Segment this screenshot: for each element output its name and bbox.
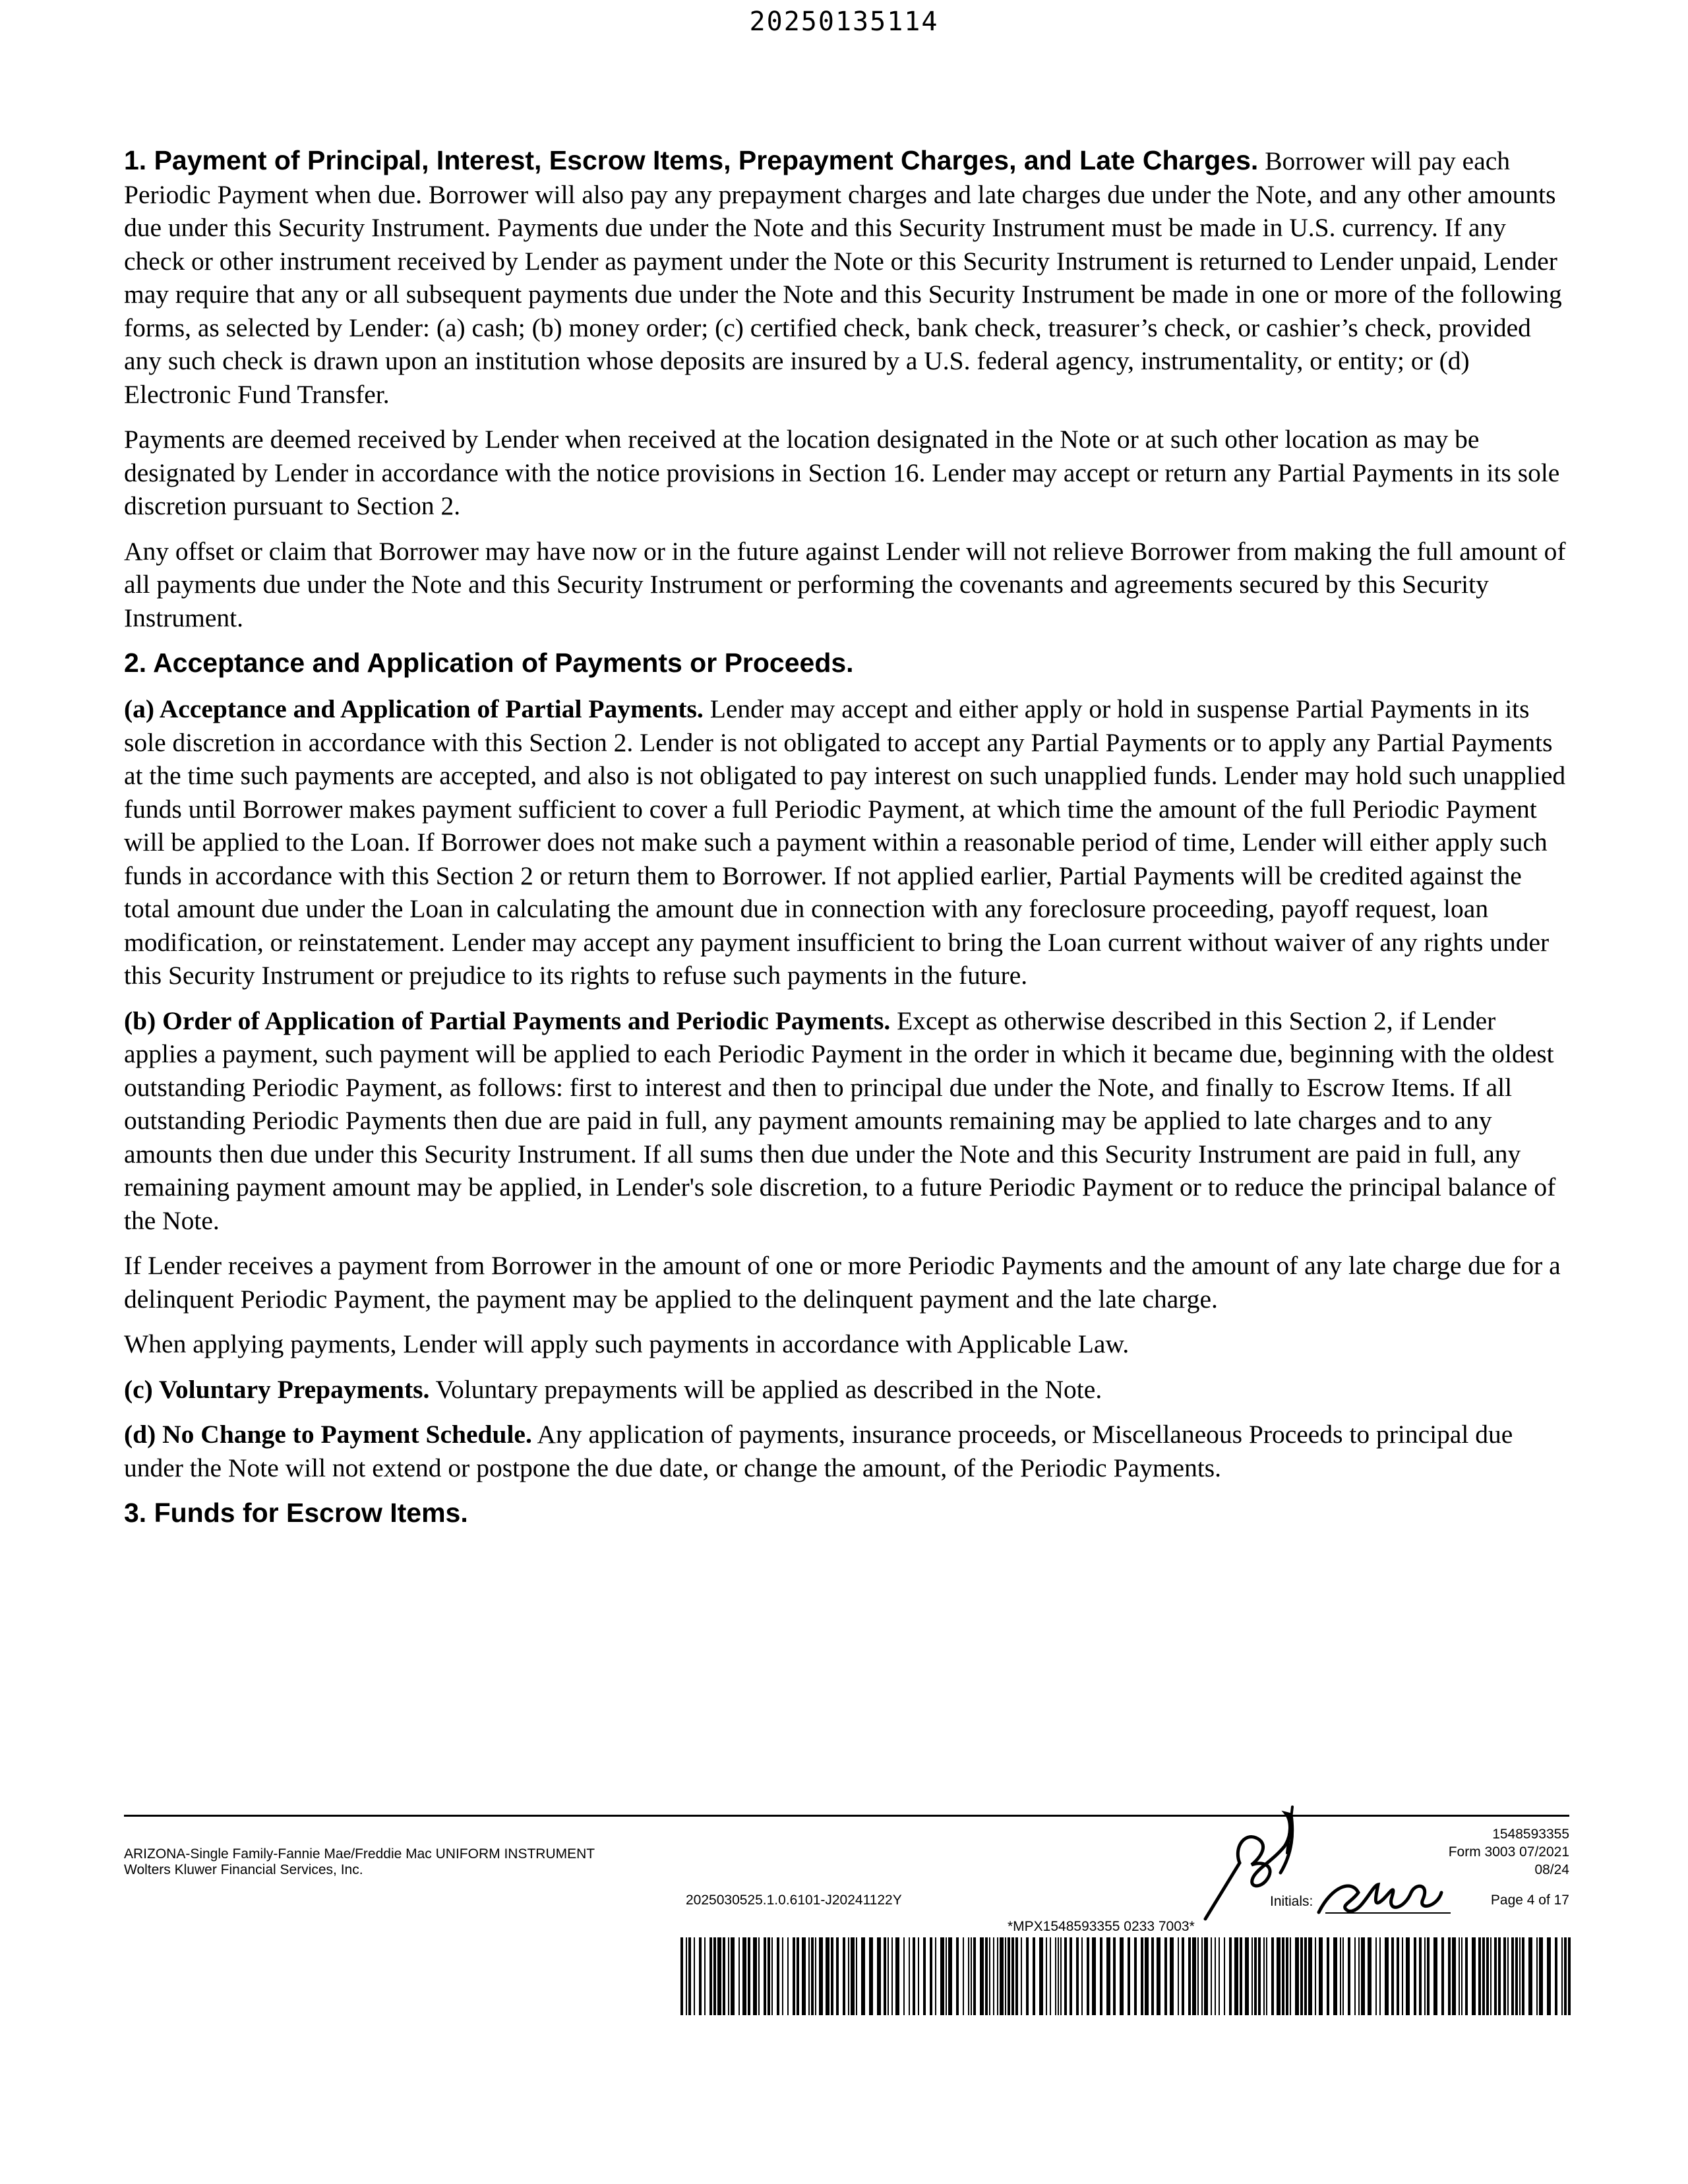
barcode-bar [782, 1937, 783, 2015]
barcode-bar [1327, 1937, 1329, 2015]
barcode-bar [753, 1937, 757, 2015]
section-2b-paragraph [124, 1004, 1568, 1238]
barcode-bar [884, 1937, 886, 2015]
barcode-bar [1555, 1937, 1557, 2015]
barcode-bar [1536, 1937, 1538, 2015]
barcode-bar [1441, 1937, 1444, 2015]
barcode-bar [764, 1937, 766, 2015]
section-1-paragraph-1 [124, 144, 1568, 411]
barcode-bar [1055, 1937, 1056, 2015]
barcode-bar [1333, 1937, 1337, 2015]
barcode-bar [797, 1937, 799, 2015]
barcode-bar [1406, 1937, 1410, 2015]
barcode-bar [1145, 1937, 1149, 2015]
barcode-bar [1539, 1937, 1543, 2015]
barcode-bar [993, 1937, 994, 2015]
barcode-bar [699, 1937, 702, 2015]
barcode-bar [1128, 1937, 1130, 2015]
barcode-bar [1240, 1937, 1242, 2015]
barcode-bar [1465, 1937, 1468, 2015]
barcode-bar [815, 1937, 816, 2015]
barcode-bar [680, 1937, 683, 2015]
barcode-bar [742, 1937, 746, 2015]
barcode-bar [688, 1937, 691, 2015]
barcode-bar [1282, 1937, 1284, 2015]
handwritten-signature [1193, 1800, 1312, 1926]
barcode-bar [948, 1937, 952, 2015]
barcode-bar [836, 1937, 839, 2015]
barcode-bar [1058, 1937, 1059, 2015]
barcode-bar [728, 1937, 729, 2015]
footer-publisher: Wolters Kluwer Financial Services, Inc. [124, 1862, 363, 1877]
barcode-bar [694, 1937, 695, 2015]
barcode [680, 1937, 1571, 2015]
barcode-bar [895, 1937, 899, 2015]
barcode-bar [963, 1937, 964, 2015]
footer-loan-number: 1548593355 [1492, 1827, 1569, 1842]
barcode-bar [1486, 1937, 1489, 2015]
section-2c-paragraph [124, 1373, 1568, 1407]
barcode-bar [1340, 1937, 1341, 2015]
barcode-bar [777, 1937, 779, 2015]
barcode-bar [1379, 1937, 1381, 2015]
barcode-bar [1141, 1937, 1143, 2015]
barcode-caption: *MPX1548593355 0233 7003* [1008, 1919, 1195, 1934]
barcode-bar [968, 1937, 969, 2015]
barcode-bar [758, 1937, 760, 2015]
barcode-bar [1507, 1937, 1509, 2015]
barcode-bar [1251, 1937, 1253, 2015]
barcode-bar [1271, 1937, 1274, 2015]
barcode-bar [1300, 1937, 1303, 2015]
barcode-bar [1000, 1937, 1004, 2015]
barcode-bar [826, 1937, 829, 2015]
barcode-bar [1391, 1937, 1394, 2015]
barcode-bar [1100, 1937, 1102, 2015]
barcode-bar [1358, 1937, 1360, 2015]
barcode-bar [1295, 1937, 1299, 2015]
barcode-bar [1564, 1937, 1567, 2015]
barcode-bar [989, 1937, 990, 2015]
barcode-bar [808, 1937, 810, 2015]
barcode-bar [1433, 1937, 1437, 2015]
barcode-bar [1472, 1937, 1476, 2015]
barcode-bar [1192, 1937, 1196, 2015]
barcode-bar [1026, 1937, 1029, 2015]
barcode-bar [997, 1937, 998, 2015]
barcode-bar [1448, 1937, 1451, 2015]
barcode-bar [1561, 1937, 1563, 2015]
barcode-bar [768, 1937, 770, 2015]
barcode-bar [1219, 1937, 1220, 2015]
barcode-bar [793, 1937, 795, 2015]
footer-page-number: Page 4 of 17 [1490, 1893, 1569, 1908]
barcode-bar [1092, 1937, 1096, 2015]
barcode-bar [843, 1937, 845, 2015]
barcode-bar [1263, 1937, 1265, 2015]
section-2a-text: Lender may accept and either apply or hold in suspense Partial Payments in its sole discretion in accordance with this Section 2. Lender is not obligated to accept any Partial Payments or to apply any Partial Payments at the time such payments are accepted, and also is not obligated to pay interest on such unapplied funds. Lender may hold such unapplied funds until Borrower makes payment sufficient to cover a full Periodic Payment, at which time the amount of the full Periodic Payment will be applied to the Loan. If Borrower does not make such a payment within a reasonable period of time, Lender will either apply such funds in accordance with this Section 2 or return them to Borrower. If not applied earlier, Partial Payments will be credited against the total amount due under the Loan in calculating the amount due in connection with any foreclosure proceeding, payoff request, loan modification, or reinstatement. Lender may accept any payment insufficient to bring the Loan current without waiver of any rights under this Security Instrument or prejudice to its rights to refuse such payments in the future. [124, 694, 1566, 990]
barcode-bar [1060, 1937, 1062, 2015]
barcode-bar [819, 1937, 823, 2015]
barcode-bar [1170, 1937, 1174, 2015]
document-body [124, 144, 1568, 1529]
barcode-bar [1511, 1937, 1514, 2015]
barcode-bar [1494, 1937, 1497, 2015]
barcode-bar [1258, 1937, 1261, 2015]
barcode-bar [1482, 1937, 1485, 2015]
section-2b-lead: (b) Order of Application of Partial Payments and Periodic Payments. [124, 1006, 891, 1035]
barcode-bar [1234, 1937, 1238, 2015]
section-1-paragraph-3: Any offset or claim that Borrower may have now or in the future against Lender will not relieve Borrower from making the full amount of all payments due under the Note and this Security Instrument or performing the covenants and agreements secured by this Security Instrument. [124, 536, 1566, 632]
barcode-bar [1178, 1937, 1179, 2015]
section-2c-text: Voluntary prepayments will be applied as described in the Note. [435, 1374, 1102, 1404]
barcode-bar [723, 1937, 725, 2015]
section-2a-lead: (a) Acceptance and Application of Partial Payments. [124, 694, 704, 723]
barcode-bar [1076, 1937, 1079, 2015]
barcode-bar [1419, 1937, 1422, 2015]
barcode-bar [1478, 1937, 1481, 2015]
footer-form-number: Form 3003 07/2021 [1448, 1844, 1569, 1860]
barcode-bar [704, 1937, 706, 2015]
barcode-bar [1522, 1937, 1524, 2015]
barcode-bar [1070, 1937, 1072, 2015]
barcode-bar [1224, 1937, 1225, 2015]
barcode-bar [1008, 1937, 1010, 2015]
barcode-bar [1568, 1937, 1571, 2015]
barcode-bar [1375, 1937, 1377, 2015]
barcode-bar [1547, 1937, 1551, 2015]
barcode-bar [771, 1937, 773, 2015]
barcode-bar [946, 1937, 947, 2015]
barcode-bar [1459, 1937, 1460, 2015]
section-1-text: Borrower will pay each Periodic Payment when due. Borrower will also pay any prepayment charges and late charges due under the Note, and any other amounts due under this Security Instrument. Payments due under the Note and this Security Instrument must be made in U.S. currency. If any check or other instrument received by Lender as payment under the Note or this Security Instrument is returned to Lender unpaid, Lender may require that any or all subsequent payments due under the Note and this Security Instrument be made in one or more of the following forms, as selected by Lender: (a) cash; (b) money order; (c) certified check, bank check, treasurer’s check, or cashier’s check, provided any such check is drawn upon an institution whose deposits are insured by a U.S. federal agency, instrumentality, or entity; or (d) Electronic Fund Transfer. [124, 146, 1562, 409]
barcode-bar [1354, 1937, 1356, 2015]
barcode-bar [1397, 1937, 1399, 2015]
barcode-bar [1182, 1937, 1184, 2015]
barcode-bar [1308, 1937, 1312, 2015]
barcode-bar [1315, 1937, 1316, 2015]
barcode-bar [1266, 1937, 1267, 2015]
barcode-bar [748, 1937, 750, 2015]
section-2b-paragraph-2: If Lender receives a payment from Borrower in the amount of one or more Periodic Payments and the amount of any late charge due for a delinquent Periodic Payment, the payment may be applied to the delinquent payment and the late charge. [124, 1251, 1561, 1314]
initials-label: Initials: [1270, 1894, 1313, 1909]
barcode-bar [1519, 1937, 1521, 2015]
section-2d-lead: (d) No Change to Payment Schedule. [124, 1420, 532, 1449]
barcode-bar [831, 1937, 833, 2015]
barcode-bar [1015, 1937, 1018, 2015]
barcode-bar [1498, 1937, 1501, 2015]
barcode-bar [787, 1937, 789, 2015]
barcode-bar [709, 1937, 712, 2015]
barcode-bar [973, 1937, 976, 2015]
barcode-bar [1414, 1937, 1416, 2015]
barcode-bar [923, 1937, 926, 2015]
barcode-bar [1151, 1937, 1154, 2015]
footer-divider [124, 1815, 1569, 1817]
barcode-bar [956, 1937, 959, 2015]
barcode-bar [1254, 1937, 1257, 2015]
footer-form-title: ARIZONA-Single Family-Fannie Mae/Freddie Mac UNIFORM INSTRUMENT [124, 1846, 595, 1862]
section-2b-paragraph-3: When applying payments, Lender will apply such payments in accordance with Applicable Law. [124, 1329, 1130, 1358]
section-2-heading: 2. Acceptance and Application of Payments or Proceeds. [124, 648, 854, 678]
barcode-bar [1245, 1937, 1249, 2015]
barcode-bar [1402, 1937, 1403, 2015]
section-2d-text: Any application of payments, insurance proceeds, or Miscellaneous Proceeds to principal due under the Note will not extend or postpone the due date, or change the amount, of the Periodic Payments. [124, 1420, 1513, 1482]
barcode-bar [851, 1937, 855, 2015]
barcode-bar [1011, 1937, 1014, 2015]
barcode-bar [802, 1937, 806, 2015]
barcode-bar [980, 1937, 984, 2015]
barcode-bar [1081, 1937, 1083, 2015]
barcode-bar [971, 1937, 972, 2015]
barcode-bar [1368, 1937, 1372, 2015]
barcode-bar [861, 1937, 865, 2015]
barcode-bar [848, 1937, 849, 2015]
barcode-bar [1490, 1937, 1492, 2015]
barcode-bar [1277, 1937, 1281, 2015]
barcode-bar [1204, 1937, 1208, 2015]
barcode-bar [930, 1937, 932, 2015]
barcode-bar [1157, 1937, 1160, 2015]
section-2b-text: Except as otherwise described in this Section 2, if Lender applies a payment, such payment will be applied to each Periodic Payment in the order in which it became due, beginning with the oldest outstanding Periodic Payment, as follows: first to interest and then to principal due under the Note, and finally to Escrow Items. If all outstanding Periodic Payments then due are paid in full, any payment amounts remaining may be applied to late charges and to any amounts then due under this Security Instrument. If all sums then due under the Note and this Security Instrument are paid in full, any remaining payment amount may be applied, in Lender's sole discretion, to a future Periodic Payment or to reduce the principal balance of the Note. [124, 1006, 1556, 1235]
section-1-paragraph-2: Payments are deemed received by Lender when received at the location designated in the Note or at such other location as may be designated by Lender in accordance with the notice provisions in Section 16. Lender may accept or return any Partial Payments in its sole discretion pursuant to Section 2. [124, 425, 1560, 520]
barcode-bar [686, 1937, 687, 2015]
barcode-bar [985, 1937, 988, 2015]
barcode-bar [811, 1937, 814, 2015]
barcode-bar [1188, 1937, 1191, 2015]
section-3-heading: 3. Funds for Escrow Items. [124, 1498, 468, 1528]
barcode-bar [1461, 1937, 1462, 2015]
barcode-bar [856, 1937, 857, 2015]
barcode-bar [1197, 1937, 1199, 2015]
section-2a-paragraph [124, 692, 1568, 992]
barcode-bar [1304, 1937, 1307, 2015]
barcode-bar [877, 1937, 881, 2015]
barcode-bar [909, 1937, 910, 2015]
barcode-bar [1286, 1937, 1288, 2015]
barcode-bar [1046, 1937, 1047, 2015]
barcode-bar [1005, 1937, 1006, 2015]
section-1-heading: 1. Payment of Principal, Interest, Escrow Items, Prepayment Charges, and Late Charges. [124, 145, 1259, 175]
section-2d-paragraph [124, 1418, 1568, 1484]
document-id: 20250135114 [749, 7, 939, 37]
barcode-bar [1039, 1937, 1043, 2015]
barcode-bar [869, 1937, 873, 2015]
barcode-bar [888, 1937, 889, 2015]
barcode-bar [1211, 1937, 1212, 2015]
barcode-bar [903, 1937, 905, 2015]
barcode-bar [891, 1937, 893, 2015]
barcode-bar [1452, 1937, 1456, 2015]
barcode-bar [1106, 1937, 1110, 2015]
barcode-bar [1087, 1937, 1089, 2015]
barcode-bar [1528, 1937, 1532, 2015]
barcode-bar [1361, 1937, 1365, 2015]
barcode-bar [1229, 1937, 1232, 2015]
initials-handwriting [1312, 1873, 1444, 1926]
barcode-bar [913, 1937, 915, 2015]
barcode-bar [935, 1937, 936, 2015]
barcode-bar [1385, 1937, 1389, 2015]
barcode-bar [1503, 1937, 1506, 2015]
barcode-bar [1064, 1937, 1067, 2015]
barcode-bar [1215, 1937, 1216, 2015]
barcode-bar [1427, 1937, 1430, 2015]
barcode-bar [1342, 1937, 1344, 2015]
footer-revision: 08/24 [1534, 1862, 1569, 1877]
barcode-bar [1113, 1937, 1116, 2015]
barcode-bar [1201, 1937, 1203, 2015]
barcode-bar [1290, 1937, 1291, 2015]
barcode-bar [738, 1937, 740, 2015]
barcode-bar [713, 1937, 716, 2015]
barcode-bar [717, 1937, 721, 2015]
barcode-bar [1348, 1937, 1350, 2015]
barcode-bar [1134, 1937, 1137, 2015]
barcode-bar [1050, 1937, 1051, 2015]
barcode-bar [731, 1937, 735, 2015]
barcode-bar [1033, 1937, 1035, 2015]
section-2c-lead: (c) Voluntary Prepayments. [124, 1374, 430, 1404]
barcode-bar [1120, 1937, 1124, 2015]
barcode-bar [1021, 1937, 1022, 2015]
barcode-bar [1424, 1937, 1426, 2015]
footer-doc-code: 2025030525.1.0.6101-J20241122Y [686, 1893, 902, 1908]
barcode-bar [918, 1937, 919, 2015]
barcode-bar [1515, 1937, 1518, 2015]
barcode-bar [1319, 1937, 1323, 2015]
barcode-bar [940, 1937, 944, 2015]
barcode-bar [1164, 1937, 1167, 2015]
